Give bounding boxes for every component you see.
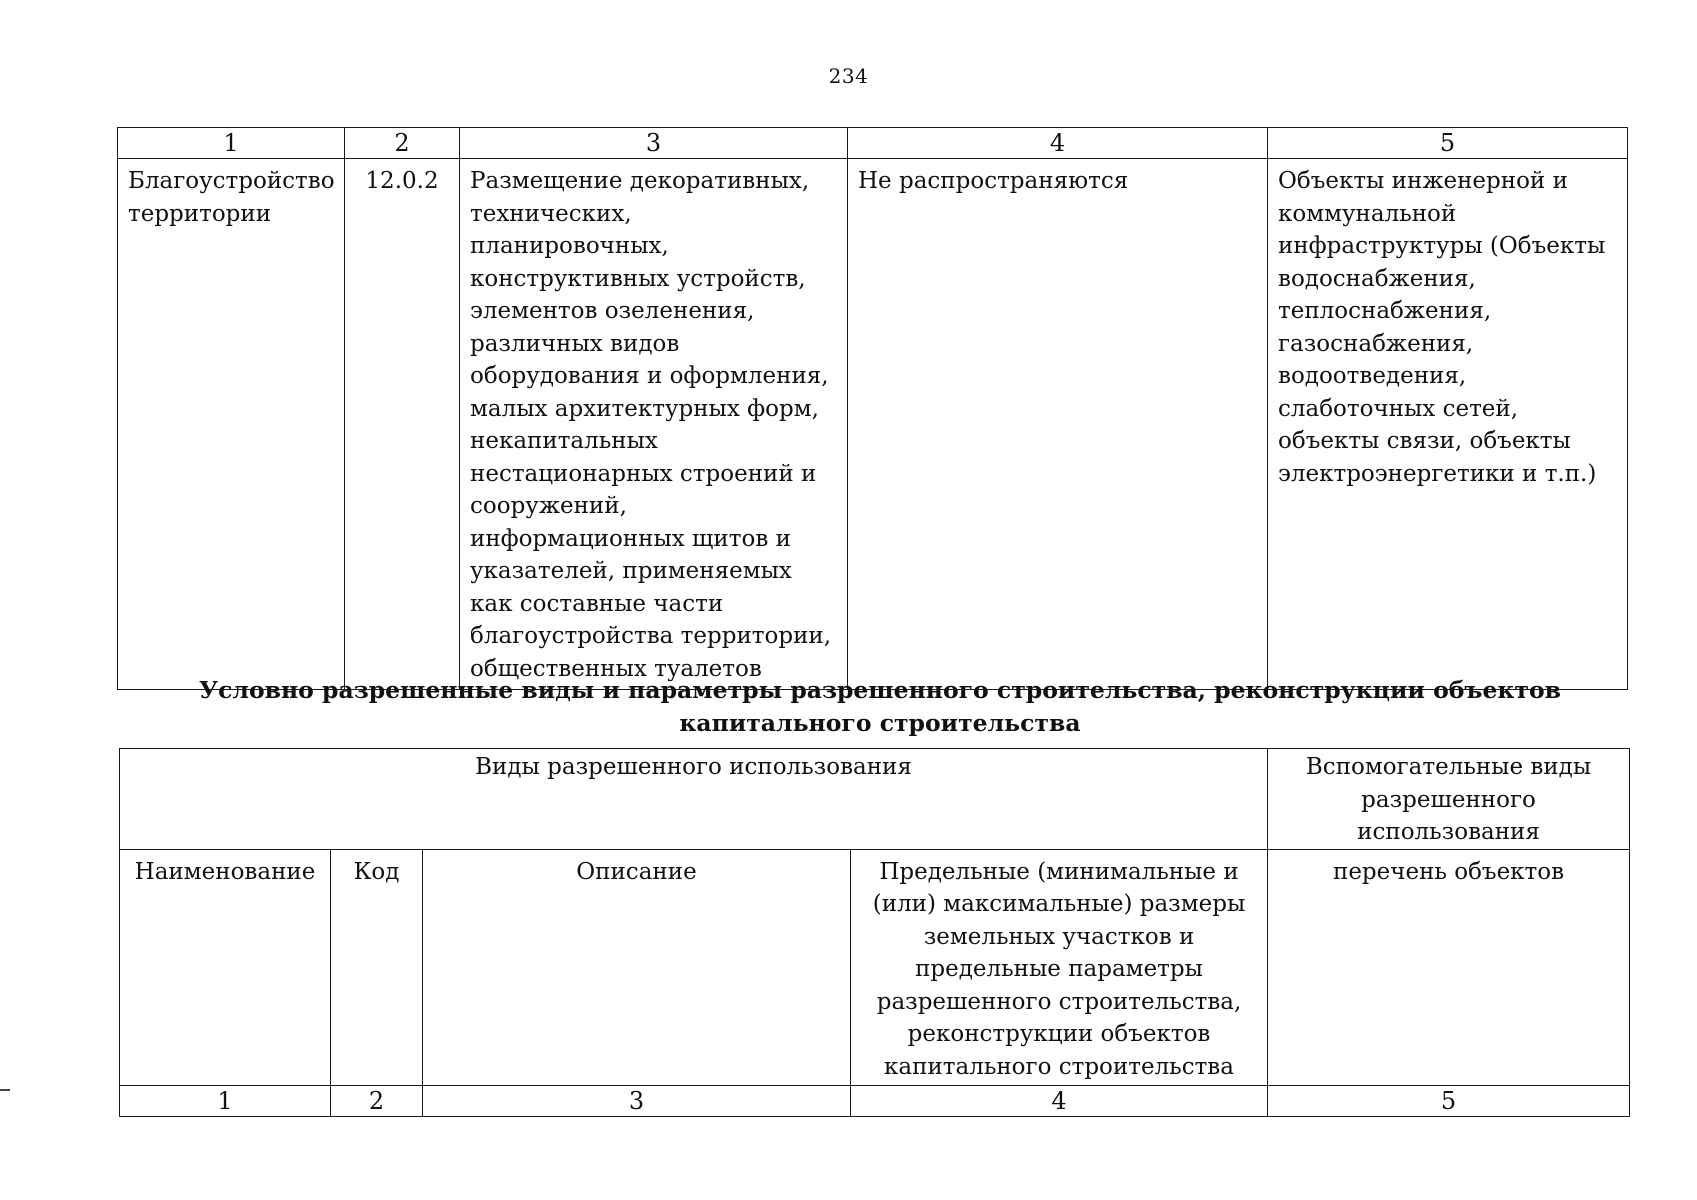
- auxiliary-uses-header: Вспомогательные виды разрешенного использования: [1268, 749, 1630, 850]
- section-title: Условно разрешенные виды и параметры разрешенного строительства, реконструкции объектов капитального строительства: [199, 676, 1561, 737]
- use-code-cell: 12.0.2: [345, 159, 460, 690]
- column-number-row: [118, 128, 1628, 159]
- column-number: 2: [345, 128, 460, 159]
- column-number: 1: [118, 128, 345, 159]
- margin-mark: [0, 1089, 10, 1091]
- column-number: 5: [1268, 1086, 1630, 1117]
- column-number: 1: [120, 1086, 331, 1117]
- permitted-uses-group-header: Виды разрешенного использования: [120, 749, 1268, 850]
- column-number: 4: [851, 1086, 1268, 1117]
- group-header-row: [120, 749, 1630, 850]
- column-number: 3: [460, 128, 848, 159]
- column-number: 4: [848, 128, 1268, 159]
- permitted-uses-table: [117, 127, 1628, 690]
- auxiliary-uses-cell: Объекты инженерной и коммунальной инфраструктуры (Объекты водоснабжения, теплоснабжения, газоснабжения, водоотведения, слаботочных сетей, объекты связи, объекты электроэнергетики и т.п.): [1268, 159, 1628, 690]
- description-column-header: Описание: [423, 849, 851, 1086]
- conditional-uses-table: [119, 748, 1630, 1117]
- column-number: 3: [423, 1086, 851, 1117]
- page-number: 234: [828, 64, 869, 88]
- name-column-header: Наименование: [120, 849, 331, 1086]
- limits-column-header: Предельные (минимальные и (или) максимальные) размеры земельных участков и предельные параметры разрешенного строительства, реконструкции объектов капитального строительства: [851, 849, 1268, 1086]
- table-row: [118, 159, 1628, 690]
- objects-column-header: перечень объектов: [1268, 849, 1630, 1086]
- use-description-cell: Размещение декоративных, технических, планировочных, конструктивных устройств, элементов озеленения, различных видов оборудования и оформления, малых архитектурных форм, некапитальных нестационарных строений и сооружений, информационных щитов и указателей, применяемых как составные части благоустройства территории, общественных туалетов: [460, 159, 848, 690]
- use-name-cell: Благоустройство территории: [118, 159, 345, 690]
- column-number-row: [120, 1086, 1630, 1117]
- column-number: 5: [1268, 128, 1628, 159]
- code-column-header: Код: [331, 849, 423, 1086]
- use-limits-cell: Не распространяются: [848, 159, 1268, 690]
- column-header-row: [120, 849, 1630, 1086]
- column-number: 2: [331, 1086, 423, 1117]
